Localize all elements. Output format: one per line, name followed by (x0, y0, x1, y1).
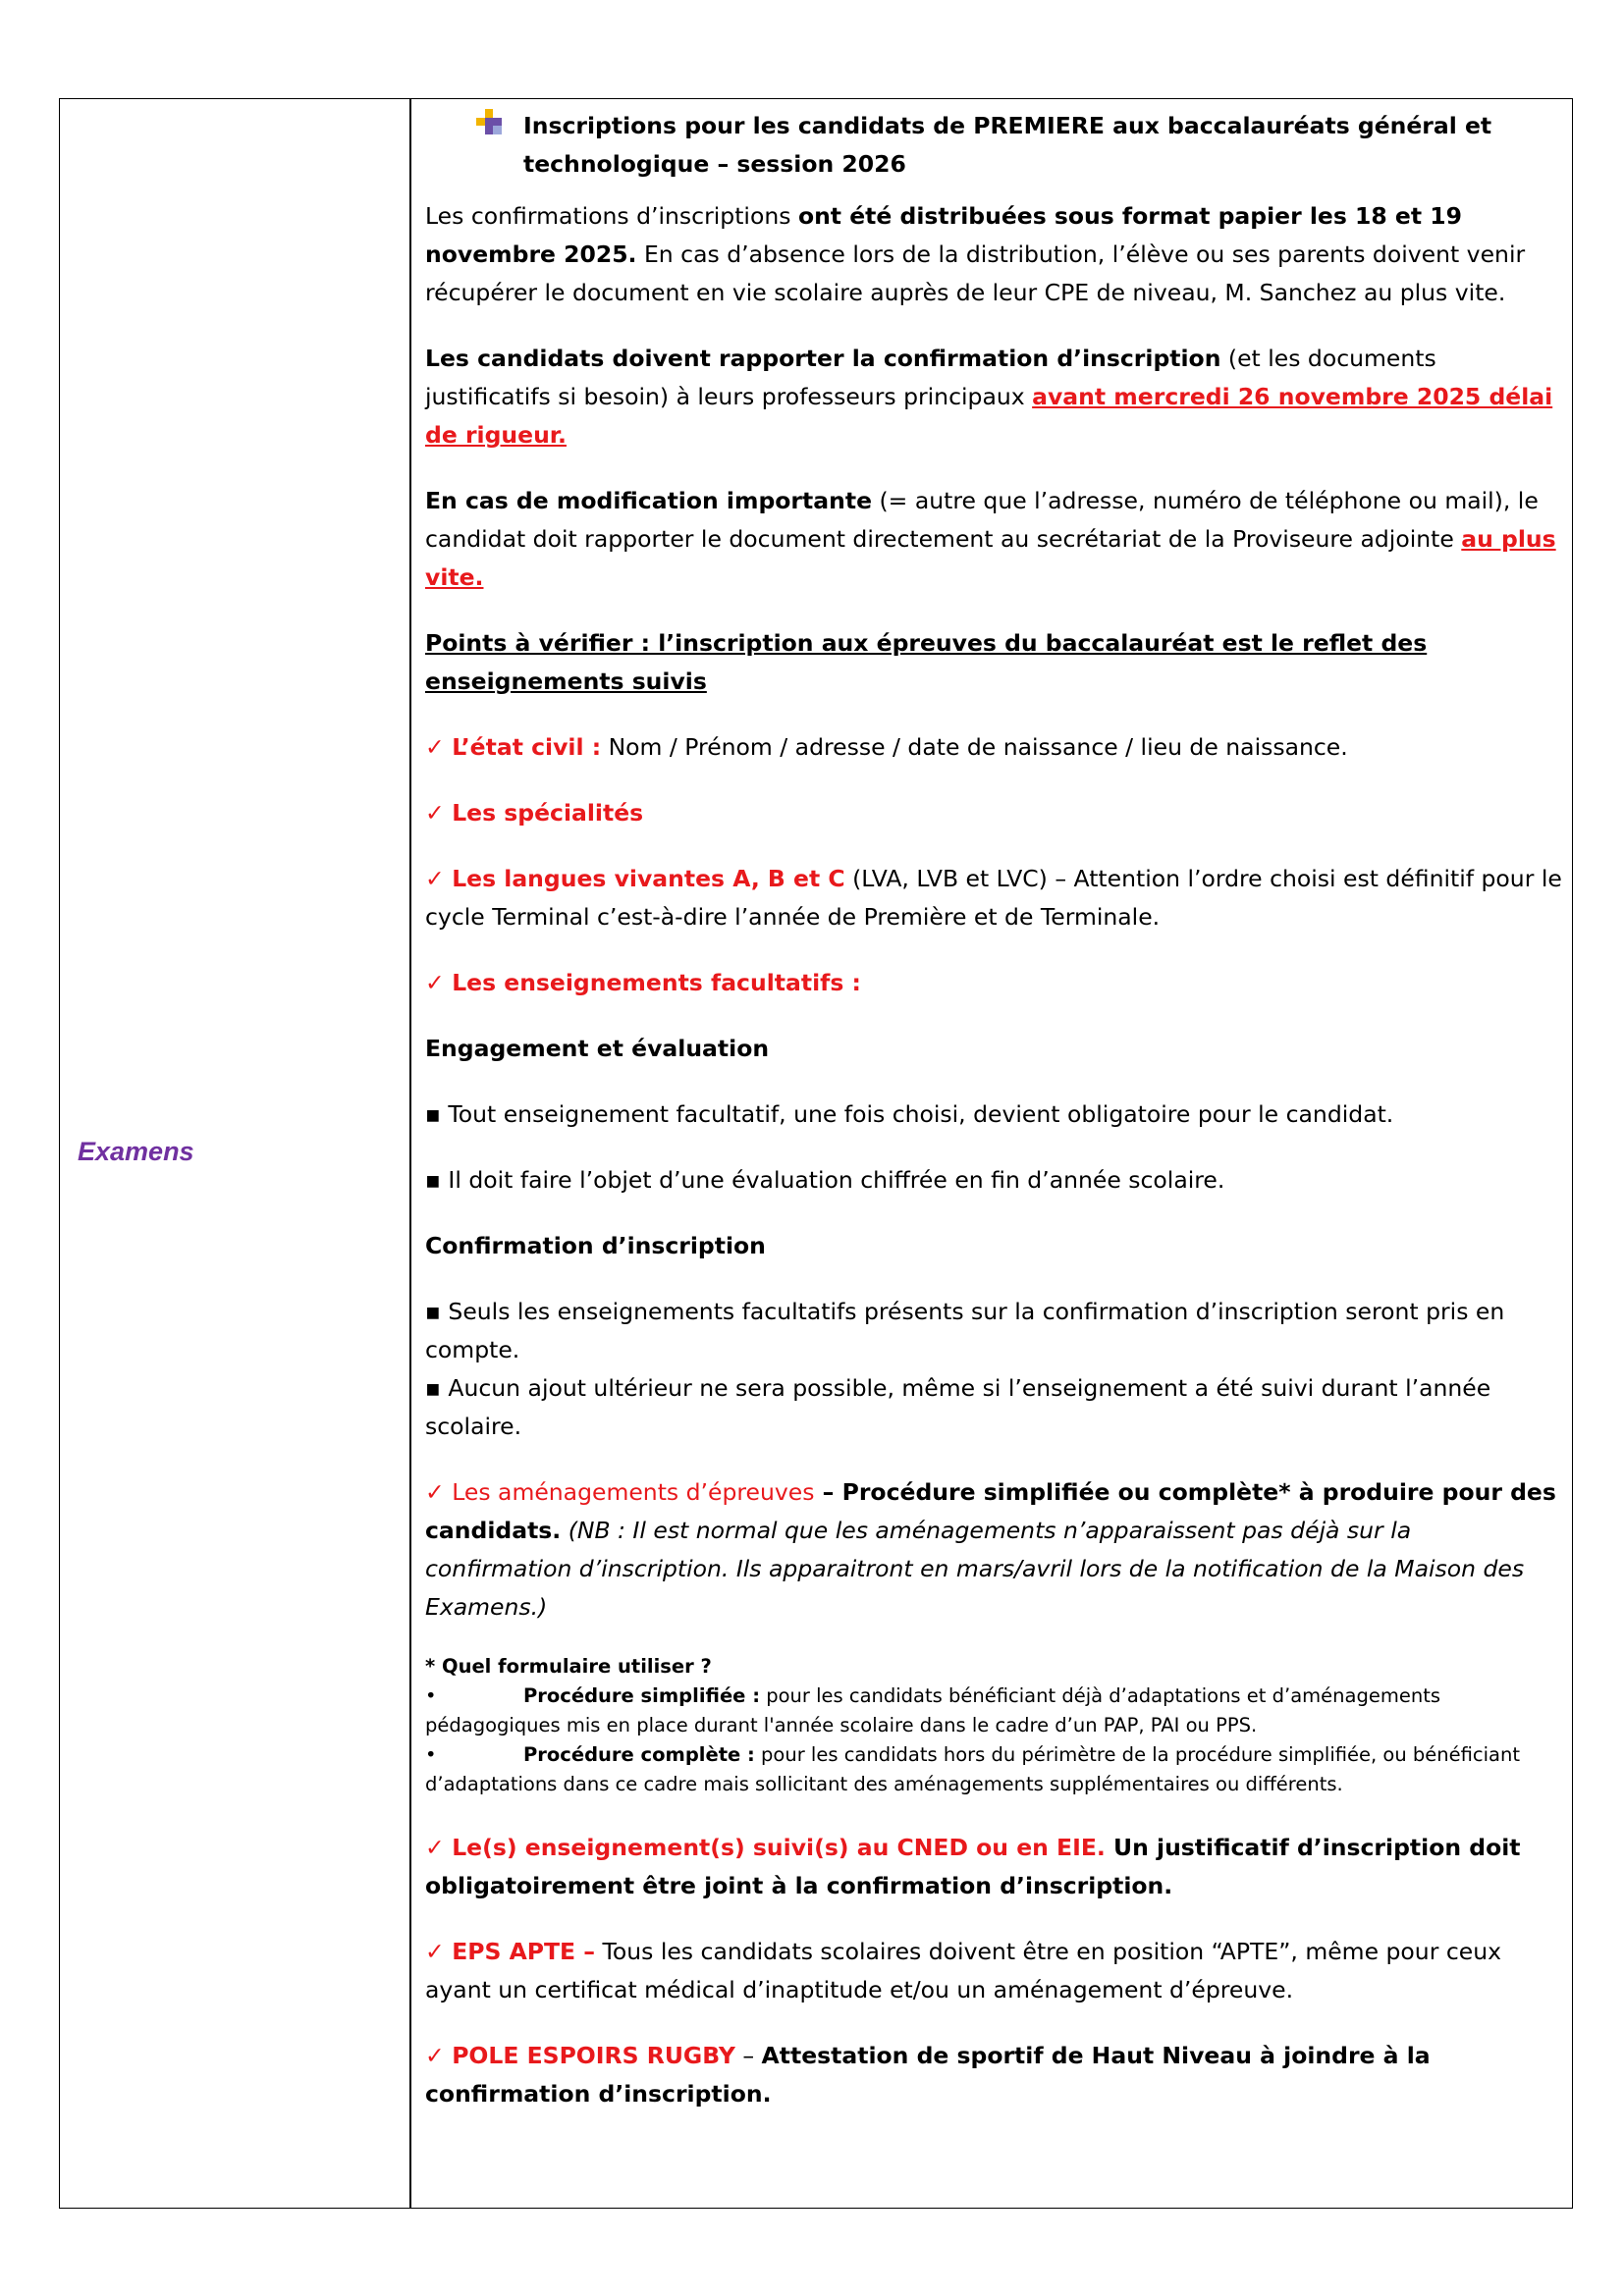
rugby-text: Attestation de sportif de Haut Niveau à joindre à la confirmation d’inscription. (425, 2042, 1431, 2108)
item-etat-civil (425, 728, 1562, 767)
cned-text: Un justificatif d’inscription doit obligatoirement être joint à la confirmation d’inscription. (425, 1834, 1521, 1899)
check-icon: ✓ (425, 799, 445, 827)
item-eps (425, 1933, 1562, 2009)
item-langues (425, 860, 1562, 936)
engagement-title: Engagement et évaluation (425, 1035, 770, 1062)
column-divider (409, 99, 411, 2208)
confirmation-item-1: ▪ Seuls les enseignements facultatifs présents sur la confirmation d’inscription seront pris en compte. (425, 1298, 1505, 1363)
amenagements-bold: – Procédure simplifiée ou complète* à produire pour des candidats. (425, 1478, 1556, 1544)
engagement-item-2: ▪ Il doit faire l’objet d’une évaluation chiffrée en fin d’année scolaire. (425, 1166, 1225, 1194)
para3-bold: En cas de modification importante (425, 487, 873, 514)
para1-text-2: En cas d’absence lors de la distribution, l’élève ou ses parents doivent venir récupérer le document en vie scolaire auprès de leur CPE de niveau, M. Sanchez au plus vite. (425, 240, 1526, 306)
cned-label: Le(s) enseignement(s) suivi(s) au CNED ou en EIE. (452, 1834, 1106, 1861)
item-specialites (425, 794, 1562, 832)
plus-bullet-icon (474, 107, 504, 136)
section-label: Examens (78, 1137, 194, 1166)
check-icon: ✓ (425, 1834, 445, 1861)
item-facultatifs (425, 964, 1562, 1002)
para2-deadline: avant mercredi 26 novembre 2025 délai de rigueur. (425, 383, 1553, 449)
formulaire-title: * Quel formulaire utiliser ? (425, 1655, 712, 1678)
content-cell (425, 107, 1562, 2141)
engagement-item-1: ▪ Tout enseignement facultatif, une fois choisi, devient obligatoire pour le candidat. (425, 1100, 1394, 1128)
para-modification (425, 482, 1562, 597)
check-icon: ✓ (425, 1938, 445, 1965)
item-rugby (425, 2037, 1562, 2113)
formulaire-block (425, 1652, 1562, 1799)
langues-label: Les langues vivantes A, B et C (452, 865, 845, 892)
simplifiee-text: pour les candidats bénéficiant déjà d’adaptations et d’aménagements pédagogiques mis en place durant l'année scolaire dans le cadre d’un PAP, PAI ou PPS. (425, 1684, 1440, 1736)
etat-civil-text: Nom / Prénom / adresse / date de naissance / lieu de naissance. (601, 733, 1348, 761)
item-amenagements (425, 1473, 1562, 1627)
para3-text: (= autre que l’adresse, numéro de téléphone ou mail), le candidat doit rapporter le document directement au secrétariat de la Proviseure adjointe (425, 487, 1539, 553)
etat-civil-label: L’état civil : (452, 733, 602, 761)
para-distribution (425, 197, 1562, 312)
para3-urgent: au plus vite. (425, 525, 1556, 591)
heading-text: Inscriptions pour les candidats de PREMIERE aux baccalauréats général et technologique – session 2026 (523, 112, 1492, 178)
complete-text: pour les candidats hors du périmètre de la procédure simplifiée, ou bénéficiant d’adaptations dans ce cadre mais sollicitant des aménagements supplémentaires ou différents. (425, 1743, 1521, 1795)
eps-text: Tous les candidats scolaires doivent être en position “APTE”, même pour ceux ayant un certificat médical d’inaptitude et/ou un aménagement d’épreuve. (425, 1938, 1502, 2003)
bullet-icon: • (425, 1684, 437, 1707)
para-rapporter (425, 340, 1562, 454)
section-heading (425, 107, 1562, 184)
facultatifs-label: Les enseignements facultatifs : (452, 969, 861, 996)
simplifiee-label: Procédure simplifiée : (523, 1684, 760, 1707)
item-cned (425, 1829, 1562, 1905)
para1-bold: ont été distribuées sous format papier les 18 et 19 novembre 2025. (425, 202, 1462, 268)
rugby-label: POLE ESPOIRS RUGBY (452, 2042, 735, 2069)
para2-bold: Les candidats doivent rapporter la confirmation d’inscription (425, 345, 1221, 372)
amenagements-note: (NB : Il est normal que les aménagements n’apparaissent pas déjà sur la confirmation d’inscription. Ils apparaitront en mars/avril lors de la notification de la Maison des Examens.) (425, 1517, 1525, 1621)
langues-text: (LVA, LVB et LVC) – Attention l’ordre choisi est définitif pour le cycle Terminal c’est-à-dire l’année de Première et de Terminale. (425, 865, 1562, 931)
check-icon: ✓ (425, 1478, 445, 1506)
table-frame (59, 98, 1573, 2209)
formulaire-complete (425, 1740, 1562, 1799)
formulaire-simplifiee (425, 1682, 1562, 1740)
amenagements-label: Les aménagements d’épreuves (452, 1478, 815, 1506)
eps-label: EPS APTE – (452, 1938, 595, 1965)
complete-label: Procédure complète : (523, 1743, 755, 1766)
points-heading: Points à vérifier : l’inscription aux épreuves du baccalauréat est le reflet des enseignements suivis (425, 629, 1428, 695)
para2-text: (et les documents justificatifs si besoin) à leurs professeurs principaux (425, 345, 1436, 410)
specialites-label: Les spécialités (452, 799, 644, 827)
bullet-icon: • (425, 1743, 437, 1766)
check-icon: ✓ (425, 969, 445, 996)
para1-text: Les confirmations d’inscriptions (425, 202, 798, 230)
check-icon: ✓ (425, 865, 445, 892)
check-icon: ✓ (425, 733, 445, 761)
rugby-dash: – (734, 2042, 762, 2069)
confirmation-item-2: ▪ Aucun ajout ultérieur ne sera possible, même si l’enseignement a été suivi durant l’année scolaire. (425, 1374, 1491, 1440)
check-icon: ✓ (425, 2042, 445, 2069)
confirmation-title: Confirmation d’inscription (425, 1232, 766, 1259)
